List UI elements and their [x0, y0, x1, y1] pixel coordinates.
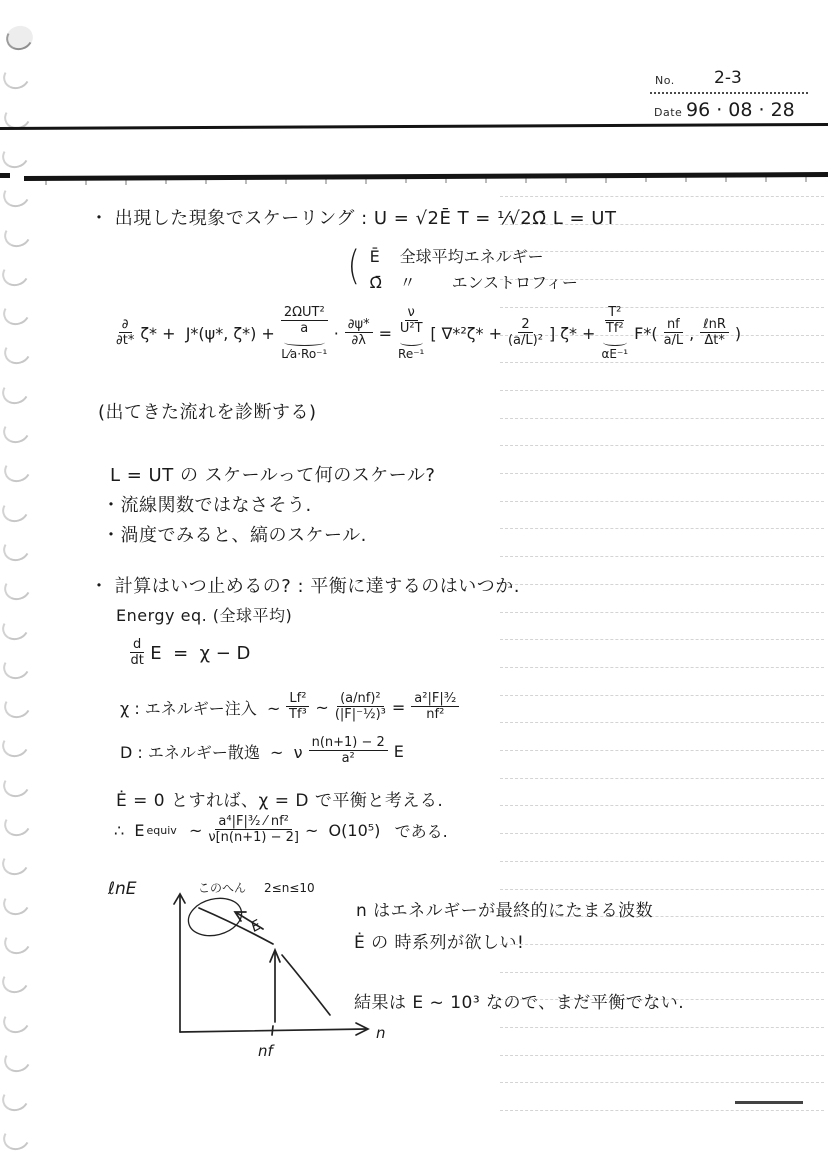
rule-tick — [485, 178, 487, 183]
no-underline — [650, 92, 808, 94]
note-scaling-line: ・ 出現した現象でスケーリング : U = √2Ē T = ¹⁄√2Ω̄ L = UT — [90, 208, 617, 229]
legend-bracket: ( — [347, 243, 361, 289]
binding-hole-crescent — [1, 573, 34, 604]
binding-hole-crescent — [0, 730, 32, 761]
binding-hole-crescent — [0, 140, 32, 171]
binding-hole-crescent — [0, 1005, 33, 1036]
header-rule-1 — [0, 123, 828, 130]
binding-hole-crescent — [1, 926, 34, 957]
rule-tick — [685, 177, 687, 182]
figure-circle-note: このへん — [198, 881, 247, 895]
note-equilibrium-condition: Ė = 0 とすれば、χ = D で平衡と考える. — [116, 791, 444, 811]
note-diagnose: (出てきた流れを診断する) — [98, 402, 317, 423]
binding-hole-crescent — [1, 691, 34, 722]
binding-hole-crescent — [0, 651, 33, 682]
binding-hole-crescent — [1, 455, 34, 486]
rule-tick — [445, 178, 447, 183]
ruled-line — [500, 1110, 824, 1111]
rule-tick — [325, 179, 327, 184]
equilibrium-energy-equation: ∴ E equiv ~ $\frac{\text{a⁴|F|³⁄₂ ⁄ nf²}}{\nu[n(n+1) - 2]}$ ~ O(10⁵) である. — [114, 814, 448, 846]
figure-spectrum-segment-2 — [282, 955, 330, 1015]
note-want-timeseries: Ė の 時系列が欲しい! — [354, 933, 525, 953]
binding-hole-crescent — [3, 22, 36, 53]
ruled-line — [500, 861, 824, 862]
ruled-line — [500, 889, 824, 890]
ruled-line — [500, 750, 824, 751]
binding-hole-crescent — [0, 376, 32, 407]
ruled-line — [500, 390, 824, 391]
ruled-line — [500, 805, 824, 806]
ruled-line — [500, 833, 824, 834]
rule-tick — [525, 178, 527, 183]
rule-tick — [285, 179, 287, 184]
ruled-line — [500, 639, 824, 640]
rule-tick — [245, 179, 247, 184]
binding-hole-crescent — [0, 848, 32, 879]
figure-circle-annotation — [184, 893, 245, 941]
ruled-line — [500, 473, 824, 474]
ruled-line — [500, 1055, 824, 1056]
rule-tick — [765, 177, 767, 182]
ruled-line — [500, 778, 824, 779]
binding-hole-crescent — [0, 769, 33, 800]
figure-ylabel: ℓnE — [108, 879, 137, 899]
rule-tick — [205, 179, 207, 184]
binding-hole-crescent — [0, 258, 32, 289]
ruled-line — [500, 418, 824, 419]
ruled-line — [500, 362, 824, 363]
binding-hole-crescent — [1, 337, 34, 368]
figure-e-label: E — [248, 917, 264, 936]
binding-hole-crescent — [0, 180, 33, 211]
ruled-line — [500, 501, 824, 502]
ruled-line — [500, 528, 824, 529]
figure-e-arrowhead — [235, 912, 246, 921]
ruled-line — [500, 612, 824, 613]
date-label: Date — [654, 106, 683, 119]
rule-tick — [565, 178, 567, 183]
date-value: 96 · 08 · 28 — [686, 99, 795, 121]
binding-hole-crescent — [0, 887, 33, 918]
rule-tick — [725, 177, 727, 182]
binding-hole-crescent — [0, 1084, 32, 1115]
figure-nf-tick — [272, 1026, 273, 1035]
ruled-line — [500, 722, 824, 723]
rule-tick — [85, 180, 87, 185]
rule-tick — [405, 178, 407, 183]
note-streamfunction: ・流線関数ではなさそう. — [102, 495, 312, 516]
energy-dissipation-equation: D : エネルギー散逸 ~ ν $\frac{n(n+1) - 2}{\text{a²}}$ E — [120, 735, 404, 767]
header-rule-2 — [24, 172, 828, 180]
binding-hole-crescent — [0, 966, 32, 997]
rule-tick — [45, 180, 47, 185]
note-energy-eq-label: Energy eq. (全球平均) — [116, 606, 293, 625]
energy-injection-equation: χ : エネルギー注入 ~ $\frac{\text{Lf²}}{\text{Tf³}}$ ~ $\frac{\text{(a/nf)²}}{\text{(|F|⁻½)³}}$ = $\frac{\text{a²|F|³⁄₂}}{\text{nf²}}$ — [118, 692, 463, 723]
rule-tick — [605, 178, 607, 183]
energy-balance-equation: $\frac{d}{dt}$ E = χ − D — [130, 637, 251, 669]
binding-hole-crescent — [1, 219, 34, 250]
ruled-line — [500, 556, 824, 557]
note-stop-question: ・ 計算はいつ止めるの? : 平衡に達するのはいつか. — [90, 576, 521, 597]
binding-hole-crescent — [0, 533, 33, 564]
no-label: No. — [655, 74, 675, 87]
legend-row-enstrophy: Ω̄ 〃 エンストロフィー — [369, 272, 578, 292]
binding-hole-crescent — [0, 298, 33, 329]
rule-tick — [645, 177, 647, 182]
no-value: 2-3 — [714, 68, 742, 88]
ruled-line — [500, 445, 824, 446]
binding-hole-crescent — [1, 1044, 34, 1075]
ruled-line — [500, 196, 824, 197]
legend-row-energy: Ē 全球平均エネルギー — [369, 247, 544, 266]
note-vorticity-stripes: ・渦度でみると、縞のスケール. — [102, 525, 367, 546]
ruled-line — [500, 667, 824, 668]
binding-hole-crescent — [0, 612, 32, 643]
figure-nf-label: nf — [258, 1042, 273, 1060]
binding-hole-crescent — [1, 808, 34, 839]
rule-tick — [165, 179, 167, 184]
ruled-line — [500, 944, 824, 945]
rule-tick — [365, 179, 367, 184]
ruled-line — [500, 584, 824, 585]
binding-hole-crescent — [0, 494, 32, 525]
binding-hole-crescent — [0, 1123, 33, 1154]
header-rule-2-stub — [0, 173, 10, 178]
figure-range-note: 2≤n≤10 — [264, 881, 315, 895]
legend-block — [346, 244, 578, 295]
ruled-line — [500, 972, 824, 973]
ruled-line — [500, 695, 824, 696]
ruled-line — [500, 1082, 824, 1083]
note-scale-question: L = UT の スケールって何のスケール? — [110, 465, 436, 486]
rule-tick — [125, 180, 127, 185]
ruled-line — [500, 1027, 824, 1028]
rule-tick — [805, 177, 807, 182]
bottom-right-rule — [735, 1101, 803, 1104]
figure-xlabel: n — [376, 1024, 386, 1042]
binding-hole-crescent — [0, 62, 33, 93]
vorticity-equation: $\frac{\partial}{\partial t*}$ ζ* + J*(ψ*, ζ*) + $\frac{\text{2ΩUT²}}{a}$ L⁄a·Ro⁻¹ · $\frac{\partial\psi*}{\partial\lambda}$ = $\frac{\nu}{\text{U²T}}$ Re⁻¹ [ ∇*²ζ* + $\frac{2}{\text{(a/L)²}}$ ] ζ* + $\frac{\text{T²}}{\text{Tf²}}$ αE⁻¹ F*( $\frac{nf}{a/L}$ , $\frac{\text{ℓnR}}{\Delta t*}$ ) — [116, 305, 742, 361]
binding-hole-crescent — [0, 415, 33, 446]
note-result-not-equilibrium: 結果は E ~ 10³ なので、まだ平衡でない. — [354, 993, 685, 1013]
note-final-wavenumber: n はエネルギーが最終的にたまる波数 — [356, 901, 654, 921]
